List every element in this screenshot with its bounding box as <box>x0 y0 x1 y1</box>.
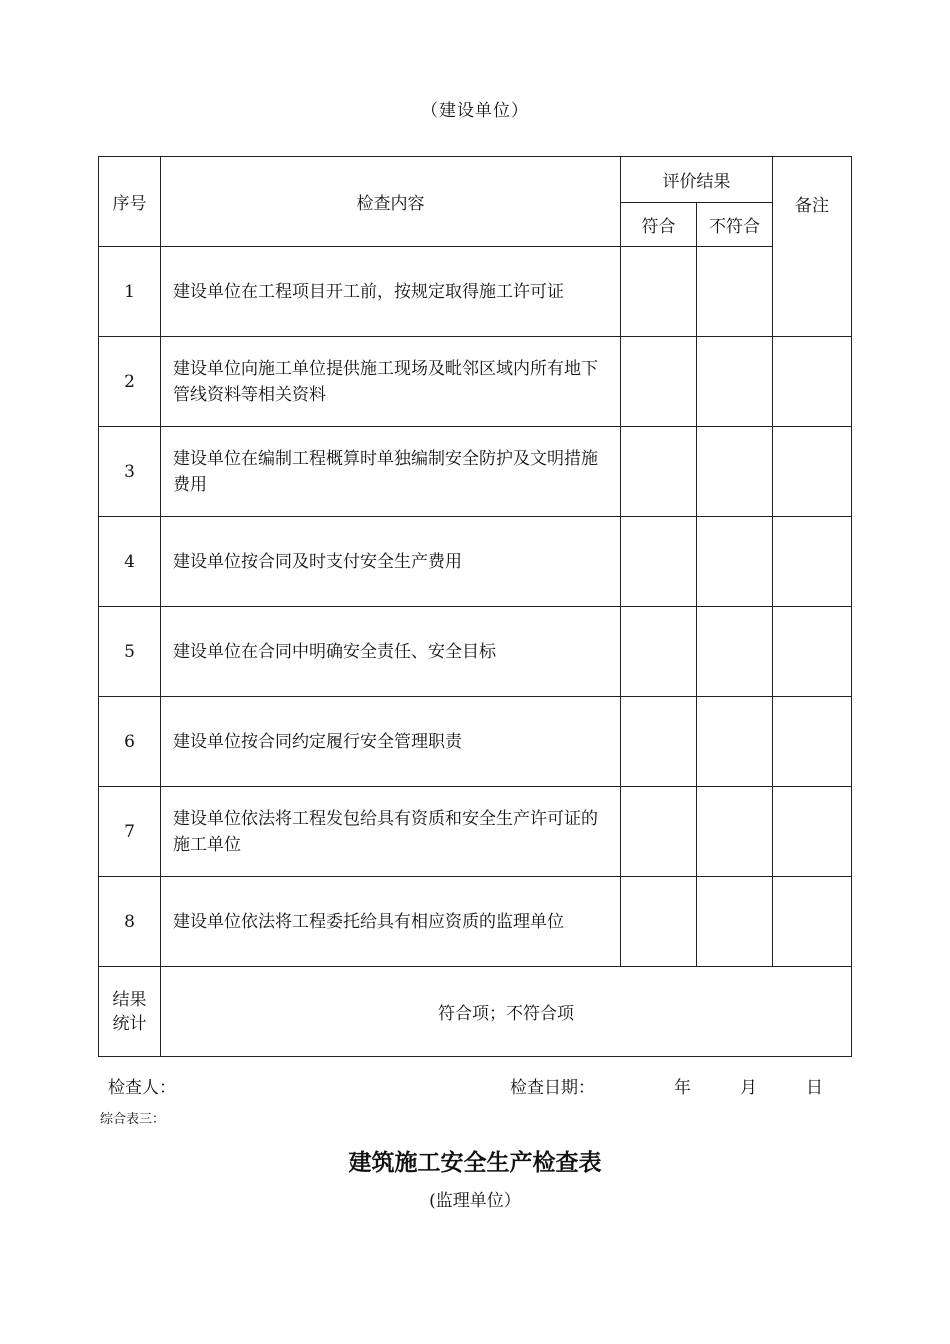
row-nok-cell[interactable] <box>697 517 773 607</box>
month-label: 月 <box>740 1078 757 1098</box>
row-ok-cell[interactable] <box>621 247 697 337</box>
row-content-text: 建设单位在合同中明确安全责任、安全目标 <box>173 641 496 662</box>
row-nok-cell[interactable] <box>697 607 773 697</box>
signature-line <box>108 1073 828 1097</box>
table-row <box>99 787 852 877</box>
table-row <box>99 607 852 697</box>
row-nok-cell[interactable] <box>697 247 773 337</box>
form-subtitle: （建设单位） <box>421 101 529 121</box>
header-eval: 评价结果 <box>621 157 773 203</box>
section-label: 综合表三： <box>100 1112 166 1127</box>
row-nok-cell[interactable] <box>697 337 773 427</box>
table-row <box>99 247 852 337</box>
inspector-label: 检查人： <box>108 1078 176 1098</box>
summary-row <box>99 967 852 1057</box>
row-content <box>161 877 621 967</box>
row-content-text: 建设单位按合同约定履行安全管理职责 <box>173 731 462 752</box>
row-content <box>161 607 621 697</box>
row-note-cell[interactable] <box>773 787 852 877</box>
row-no: 5 <box>99 607 161 697</box>
summary-label-line1: 结果 <box>112 989 147 1010</box>
date-label: 检查日期： <box>510 1078 595 1098</box>
row-no: 6 <box>99 697 161 787</box>
row-content <box>161 697 621 787</box>
row-nok-cell[interactable] <box>697 877 773 967</box>
row-content <box>161 427 621 517</box>
row-note-cell[interactable] <box>773 337 852 427</box>
row-no: 8 <box>99 877 161 967</box>
summary-label <box>99 967 161 1057</box>
row-note-cell[interactable] <box>773 607 852 697</box>
row-nok-cell[interactable] <box>697 787 773 877</box>
row-ok-cell[interactable] <box>621 877 697 967</box>
section-subtitle: (监理单位） <box>429 1191 521 1211</box>
row-no: 2 <box>99 337 161 427</box>
header-content: 检查内容 <box>161 157 621 247</box>
table-header-row <box>99 157 852 203</box>
row-content-text: 建设单位依法将工程委托给具有相应资质的监理单位 <box>173 911 564 932</box>
header-no: 序号 <box>99 157 161 247</box>
row-note-cell[interactable] <box>773 697 852 787</box>
section-title: 建筑施工安全生产检查表 <box>348 1150 602 1176</box>
row-note-cell[interactable] <box>773 877 852 967</box>
row-content-text: 建设单位依法将工程发包给具有资质和安全生产许可证的施工单位 <box>173 808 598 855</box>
row-ok-cell[interactable] <box>621 697 697 787</box>
table-row <box>99 427 852 517</box>
header-note: 备注 <box>773 157 852 337</box>
row-content-text: 建设单位在工程项目开工前，按规定取得施工许可证 <box>173 281 564 302</box>
table-row <box>99 697 852 787</box>
table-row <box>99 517 852 607</box>
header-nok: 不符合 <box>697 203 773 247</box>
table-row <box>99 877 852 967</box>
year-label: 年 <box>674 1078 691 1098</box>
row-no: 1 <box>99 247 161 337</box>
row-content <box>161 787 621 877</box>
row-nok-cell[interactable] <box>697 427 773 517</box>
row-note-cell[interactable] <box>773 427 852 517</box>
row-content-text: 建设单位向施工单位提供施工现场及毗邻区域内所有地下管线资料等相关资料 <box>173 358 598 405</box>
summary-text: 符合项；不符合项 <box>161 967 852 1057</box>
row-content <box>161 247 621 337</box>
summary-label-line2: 统计 <box>112 1013 147 1034</box>
header-ok: 符合 <box>621 203 697 247</box>
row-no: 4 <box>99 517 161 607</box>
table-row <box>99 337 852 427</box>
row-content-text: 建设单位在编制工程概算时单独编制安全防护及文明措施费用 <box>173 448 598 495</box>
row-content <box>161 517 621 607</box>
row-no: 3 <box>99 427 161 517</box>
row-no: 7 <box>99 787 161 877</box>
row-nok-cell[interactable] <box>697 697 773 787</box>
row-ok-cell[interactable] <box>621 517 697 607</box>
row-content <box>161 337 621 427</box>
row-ok-cell[interactable] <box>621 337 697 427</box>
inspection-table <box>98 156 852 1057</box>
row-ok-cell[interactable] <box>621 427 697 517</box>
row-note-cell[interactable] <box>773 517 852 607</box>
day-label: 日 <box>806 1078 823 1098</box>
row-content-text: 建设单位按合同及时支付安全生产费用 <box>173 551 462 572</box>
row-ok-cell[interactable] <box>621 787 697 877</box>
row-ok-cell[interactable] <box>621 607 697 697</box>
